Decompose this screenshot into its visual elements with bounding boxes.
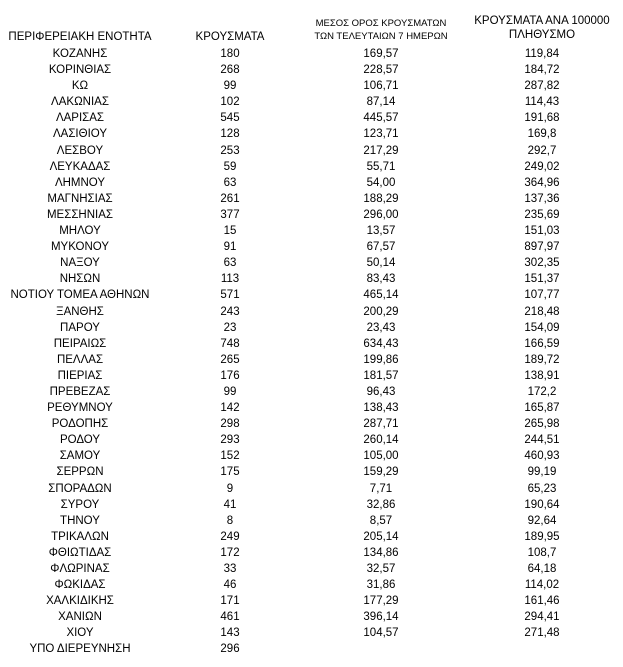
cases-cell: 571 — [220, 289, 240, 302]
cases-cell: 143 — [220, 627, 240, 640]
region-cell: ΦΩΚΙΔΑΣ — [54, 579, 106, 592]
per-100k-cell: 151,03 — [524, 225, 560, 238]
table-row — [0, 62, 623, 78]
header-region: ΠΕΡΙΦΕΡΕΙΑΚΗ ΕΝΟΤΗΤΑ — [8, 31, 152, 43]
region-cell: ΥΠΟ ΔΙΕΡΕΥΝΗΣΗ — [29, 643, 131, 656]
cases-cell: 152 — [220, 450, 240, 463]
region-cell: ΝΗΣΩΝ — [59, 273, 101, 286]
region-cell: ΦΘΙΩΤΙΔΑΣ — [48, 546, 112, 559]
per-100k-cell: 897,97 — [524, 241, 560, 254]
region-cell: ΣΕΡΡΩΝ — [56, 466, 104, 479]
region-cell: ΦΛΩΡΙΝΑΣ — [50, 563, 110, 575]
table-row — [0, 416, 623, 432]
avg-7day-cell: 177,29 — [363, 595, 399, 608]
avg-7day-cell: 188,29 — [363, 192, 399, 205]
table-row — [0, 400, 623, 416]
table-row — [0, 577, 623, 593]
table-row — [0, 561, 623, 577]
avg-7day-cell: 260,14 — [363, 434, 399, 447]
region-cell: ΧΙΟΥ — [66, 627, 94, 640]
avg-7day-cell: 104,57 — [363, 627, 399, 640]
table-row — [0, 593, 623, 609]
avg-7day-cell: 83,43 — [366, 273, 396, 286]
table-row — [0, 110, 623, 126]
avg-7day-cell: 217,29 — [363, 144, 399, 157]
table-row — [0, 143, 623, 159]
avg-7day-cell: 634,43 — [363, 337, 399, 350]
per-100k-cell: 244,51 — [524, 434, 560, 447]
per-100k-cell: 364,96 — [524, 176, 560, 189]
table-row — [0, 529, 623, 545]
per-100k-cell: 184,72 — [524, 64, 560, 77]
table-row — [0, 448, 623, 464]
header-cases-per-100k — [462, 14, 622, 42]
avg-7day-cell: 54,00 — [366, 176, 396, 189]
per-100k-cell: 114,02 — [524, 579, 560, 592]
region-cell: ΡΟΔΟΥ — [59, 434, 101, 447]
cases-cell: 243 — [220, 305, 240, 318]
region-cell: ΜΕΣΣΗΝΙΑΣ — [46, 208, 114, 221]
avg-7day-cell: 13,57 — [366, 225, 396, 238]
region-cell: ΡΟΔΟΠΗΣ — [51, 418, 109, 431]
avg-7day-cell: 159,29 — [363, 466, 399, 479]
region-cell: ΛΕΣΒΟΥ — [56, 144, 104, 157]
region-cell: ΛΑΡΙΣΑΣ — [55, 112, 105, 125]
cases-cell: 59 — [223, 160, 237, 173]
per-100k-cell: 169,8 — [527, 128, 557, 141]
table-row — [0, 94, 623, 110]
header-cases-per-100k-line1: ΚΡΟΥΣΜΑΤΑ ΑΝΑ 100000 — [474, 15, 610, 27]
header-7day-average — [300, 17, 462, 43]
region-cell: ΧΑΛΚΙΔΙΚΗΣ — [46, 595, 114, 608]
cases-cell: 63 — [223, 257, 237, 270]
per-100k-cell: 189,95 — [524, 530, 560, 543]
cases-cell: 293 — [220, 434, 240, 447]
per-100k-cell: 166,59 — [524, 337, 560, 350]
avg-7day-cell: 32,86 — [366, 498, 396, 511]
table-row — [0, 320, 623, 336]
avg-7day-cell: 67,57 — [366, 241, 396, 254]
table-row — [0, 175, 623, 191]
table-row — [0, 126, 623, 142]
region-cell: ΚΟΖΑΝΗΣ — [52, 48, 108, 60]
region-cell: ΛΗΜΝΟΥ — [54, 176, 106, 189]
cases-cell: 23 — [223, 321, 237, 334]
avg-7day-cell: 134,86 — [363, 546, 399, 559]
per-100k-cell: 265,98 — [524, 418, 560, 431]
region-cell: ΜΑΓΝΗΣΙΑΣ — [47, 192, 113, 205]
region-cell: ΠΕΙΡΑΙΩΣ — [53, 337, 107, 350]
table-row — [0, 159, 623, 175]
avg-7day-cell: 23,43 — [366, 321, 396, 334]
per-100k-cell: 161,46 — [524, 595, 560, 608]
per-100k-cell: 151,37 — [524, 273, 560, 286]
avg-7day-cell: 169,57 — [363, 48, 399, 60]
per-100k-cell: 138,91 — [524, 369, 560, 382]
per-100k-cell: 137,36 — [524, 192, 560, 205]
avg-7day-cell: 205,14 — [363, 530, 399, 543]
table-row — [0, 239, 623, 255]
avg-7day-cell: 123,71 — [363, 128, 399, 141]
region-cell: ΠΡΕΒΕΖΑΣ — [49, 385, 111, 398]
cases-cell: 8 — [226, 514, 234, 527]
per-100k-cell: 287,82 — [524, 80, 560, 93]
per-100k-cell: 292,7 — [527, 144, 557, 157]
region-cell: ΝΟΤΙΟΥ ΤΟΜΕΑ ΑΘΗΝΩΝ — [10, 289, 150, 302]
table-row — [0, 384, 623, 400]
region-cell: ΧΑΝΙΩΝ — [58, 611, 102, 624]
avg-7day-cell: 105,00 — [363, 450, 399, 463]
per-100k-cell: 119,84 — [524, 48, 560, 60]
cases-cell: 172 — [220, 546, 240, 559]
cases-cell: 545 — [220, 112, 240, 125]
table-body — [0, 46, 623, 658]
per-100k-cell: 190,64 — [524, 498, 560, 511]
avg-7day-cell: 445,57 — [363, 112, 399, 125]
per-100k-cell: 108,7 — [527, 546, 557, 559]
header-cases: ΚΡΟΥΣΜΑΤΑ — [195, 31, 265, 43]
region-cell: ΛΕΥΚΑΔΑΣ — [49, 160, 111, 173]
region-cell: ΠΑΡΟΥ — [60, 321, 100, 334]
header-cases-per-100k-line2: ΠΛΗΘΥΣΜΟ — [508, 29, 576, 41]
region-cell: ΝΑΞΟΥ — [60, 257, 100, 270]
region-cell: ΣΠΟΡΑΔΩΝ — [48, 482, 112, 495]
cases-cell: 461 — [220, 611, 240, 624]
per-100k-cell: 114,43 — [524, 96, 560, 109]
avg-7day-cell: 287,71 — [363, 418, 399, 431]
table-row — [0, 497, 623, 513]
avg-7day-cell: 31,86 — [366, 579, 396, 592]
cases-cell: 33 — [223, 563, 237, 575]
per-100k-cell: 218,48 — [524, 305, 560, 318]
table-row — [0, 352, 623, 368]
per-100k-cell: 191,68 — [524, 112, 560, 125]
per-100k-cell: 294,41 — [524, 611, 560, 624]
table-row — [0, 223, 623, 239]
cases-cell: 176 — [220, 369, 240, 382]
per-100k-cell: 64,18 — [527, 563, 557, 575]
per-100k-cell: 165,87 — [524, 402, 560, 415]
cases-cell: 41 — [223, 498, 237, 511]
region-cell: ΛΑΣΙΘΙΟΥ — [52, 128, 108, 141]
cases-cell: 46 — [223, 579, 237, 592]
cases-cell: 175 — [220, 466, 240, 479]
avg-7day-cell: 138,43 — [363, 402, 399, 415]
table-row — [0, 304, 623, 320]
cases-cell: 63 — [223, 176, 237, 189]
avg-7day-cell: 181,57 — [363, 369, 399, 382]
per-100k-cell: 154,09 — [524, 321, 560, 334]
cases-cell: 113 — [220, 273, 240, 286]
per-100k-cell: 92,64 — [527, 514, 557, 527]
table-row — [0, 287, 623, 303]
per-100k-cell: 107,77 — [524, 289, 560, 302]
table-row — [0, 78, 623, 94]
table-row — [0, 271, 623, 287]
avg-7day-cell: 228,57 — [363, 64, 399, 77]
region-cell: ΣΑΜΟΥ — [59, 450, 101, 463]
per-100k-cell: 302,35 — [524, 257, 560, 270]
avg-7day-cell: 87,14 — [366, 96, 396, 109]
cases-cell: 142 — [220, 402, 240, 415]
cases-cell: 748 — [220, 337, 240, 350]
per-100k-cell: 172,2 — [527, 385, 557, 398]
cases-cell: 298 — [220, 418, 240, 431]
region-cell: ΠΕΛΛΑΣ — [56, 353, 104, 366]
avg-7day-cell: 465,14 — [363, 289, 399, 302]
table-row — [0, 513, 623, 529]
header-7day-average-line2: ΤΩΝ ΤΕΛΕΥΤΑΙΩΝ 7 ΗΜΕΡΩΝ — [314, 31, 448, 42]
per-100k-cell: 235,69 — [524, 208, 560, 221]
table-row — [0, 641, 623, 657]
table-row — [0, 609, 623, 625]
cases-cell: 15 — [223, 225, 237, 238]
region-cell: ΞΑΝΘΗΣ — [56, 305, 104, 318]
avg-7day-cell: 106,71 — [363, 80, 399, 93]
table-row — [0, 336, 623, 352]
region-cell: ΛΑΚΩΝΙΑΣ — [51, 96, 109, 109]
avg-7day-cell: 396,14 — [363, 611, 399, 624]
cases-cell: 171 — [220, 595, 240, 608]
cases-cell: 102 — [220, 96, 240, 109]
table-row — [0, 368, 623, 384]
per-100k-cell: 249,02 — [524, 160, 560, 173]
cases-cell: 180 — [220, 48, 240, 60]
region-cell: ΤΡΙΚΑΛΩΝ — [51, 530, 109, 543]
avg-7day-cell: 199,86 — [363, 353, 399, 366]
cases-cell: 265 — [220, 353, 240, 366]
cases-cell: 377 — [220, 208, 240, 221]
avg-7day-cell: 96,43 — [366, 385, 396, 398]
cases-cell: 261 — [220, 192, 240, 205]
table-row — [0, 481, 623, 497]
table-row — [0, 46, 623, 62]
cases-cell: 9 — [226, 482, 234, 495]
avg-7day-cell: 8,57 — [369, 514, 393, 527]
per-100k-cell: 189,72 — [524, 353, 560, 366]
avg-7day-cell: 55,71 — [366, 160, 396, 173]
per-100k-cell: 99,19 — [527, 466, 557, 479]
cases-cell: 99 — [223, 385, 237, 398]
avg-7day-cell: 296,00 — [363, 208, 399, 221]
avg-7day-cell: 50,14 — [366, 257, 396, 270]
cases-cell: 268 — [220, 64, 240, 77]
cases-cell: 99 — [223, 80, 237, 93]
region-cell: ΜΗΛΟΥ — [59, 225, 101, 238]
table-row — [0, 625, 623, 641]
table-row — [0, 545, 623, 561]
cases-cell: 128 — [220, 128, 240, 141]
per-100k-cell: 271,48 — [524, 627, 560, 640]
region-cell: ΚΟΡΙΝΘΙΑΣ — [48, 64, 112, 77]
table-row — [0, 207, 623, 223]
cases-cell: 249 — [220, 530, 240, 543]
per-100k-cell: 460,93 — [524, 450, 560, 463]
table-row — [0, 191, 623, 207]
header-7day-average-line1: ΜΕΣΟΣ ΟΡΟΣ ΚΡΟΥΣΜΑΤΩΝ — [315, 18, 447, 29]
cases-cell: 296 — [220, 643, 240, 656]
avg-7day-cell: 7,71 — [369, 482, 393, 495]
cases-cell: 91 — [223, 241, 237, 254]
table-row — [0, 255, 623, 271]
per-100k-cell: 65,23 — [527, 482, 557, 495]
cases-cell: 253 — [220, 144, 240, 157]
region-cell: ΠΙΕΡΙΑΣ — [57, 369, 103, 382]
avg-7day-cell: 200,29 — [363, 305, 399, 318]
avg-7day-cell: 32,57 — [366, 563, 396, 575]
region-cell: ΡΕΘΥΜΝΟΥ — [47, 402, 113, 415]
region-cell: ΚΩ — [71, 80, 89, 93]
region-cell: ΣΥΡΟΥ — [60, 498, 100, 511]
table-row — [0, 464, 623, 480]
table-row — [0, 432, 623, 448]
region-cell: ΤΗΝΟΥ — [60, 514, 100, 527]
region-cell: ΜΥΚΟΝΟΥ — [50, 241, 110, 254]
